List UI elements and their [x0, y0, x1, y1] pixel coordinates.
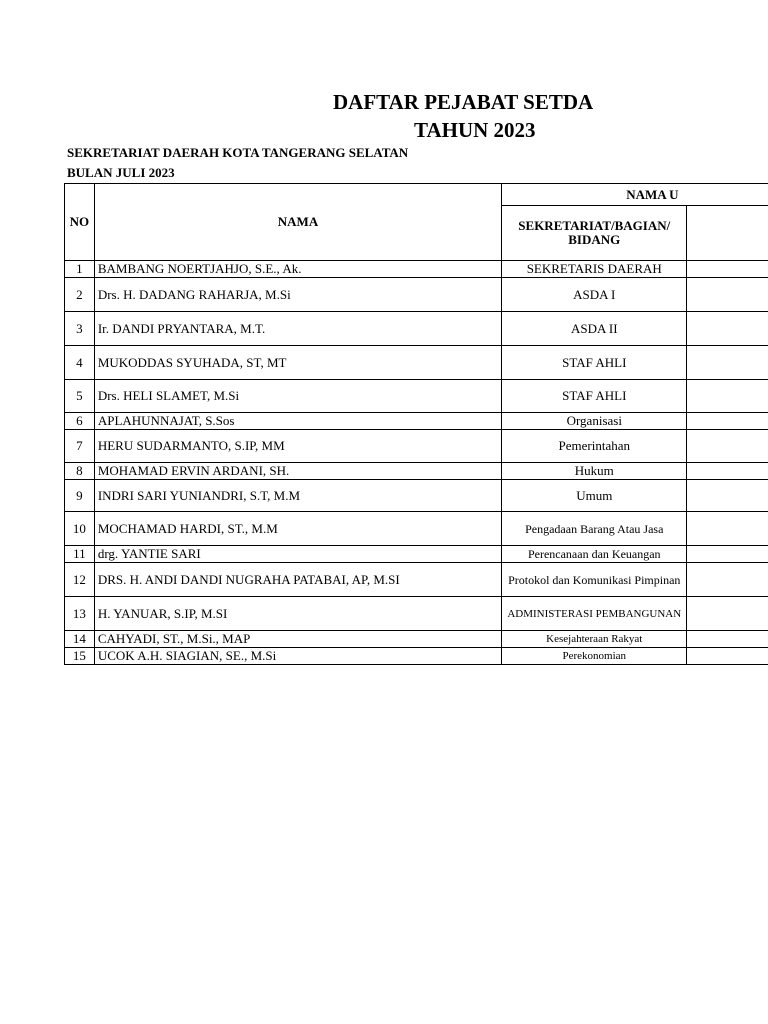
row-unit: Umum: [502, 480, 687, 512]
header-unit: SEKRETARIAT/BAGIAN/ BIDANG: [502, 206, 687, 261]
document-title: DAFTAR PEJABAT SETDA: [333, 90, 594, 114]
table-row: [65, 463, 768, 480]
row-extra: [687, 631, 768, 648]
row-unit: Perencanaan dan Keuangan: [502, 546, 687, 563]
table-row: [65, 346, 768, 380]
row-unit: Protokol dan Komunikasi Pimpinan: [502, 563, 687, 597]
row-extra: [687, 278, 768, 312]
table-row: [65, 546, 768, 563]
row-nama: CAHYADI, ST., M.Si., MAP: [94, 631, 501, 648]
row-unit: ADMINISTERASI PEMBANGUNAN: [502, 597, 687, 631]
row-extra: [687, 597, 768, 631]
row-no: 8: [65, 463, 95, 480]
header-unit-extra: [687, 206, 768, 261]
row-nama: drg. YANTIE SARI: [94, 546, 501, 563]
table-row: [65, 261, 768, 278]
table-row: [65, 278, 768, 312]
row-nama: H. YANUAR, S.IP, M.SI: [94, 597, 501, 631]
row-extra: [687, 463, 768, 480]
row-no: 13: [65, 597, 95, 631]
officials-table: [64, 183, 768, 665]
row-nama: HERU SUDARMANTO, S.IP, MM: [94, 430, 501, 463]
row-nama: Drs. HELI SLAMET, M.Si: [94, 380, 501, 413]
row-extra: [687, 648, 768, 665]
row-no: 7: [65, 430, 95, 463]
table-row: [65, 512, 768, 546]
row-no: 11: [65, 546, 95, 563]
row-no: 6: [65, 413, 95, 430]
row-nama: MUKODDAS SYUHADA, ST, MT: [94, 346, 501, 380]
header-no: NO: [65, 184, 95, 261]
row-nama: APLAHUNNAJAT, S.Sos: [94, 413, 501, 430]
row-nama: Ir. DANDI PRYANTARA, M.T.: [94, 312, 501, 346]
row-unit: Pemerintahan: [502, 430, 687, 463]
period-label: BULAN JULI 2023: [67, 165, 175, 180]
row-extra: [687, 563, 768, 597]
row-extra: [687, 312, 768, 346]
row-nama: Drs. H. DADANG RAHARJA, M.Si: [94, 278, 501, 312]
row-unit: ASDA I: [502, 278, 687, 312]
table-row: [65, 430, 768, 463]
row-nama: BAMBANG NOERTJAHJO, S.E., Ak.: [94, 261, 501, 278]
row-no: 2: [65, 278, 95, 312]
row-unit: Pengadaan Barang Atau Jasa: [502, 512, 687, 546]
row-no: 1: [65, 261, 95, 278]
table-row: [65, 648, 768, 665]
header-unit-group: NAMA U: [502, 184, 768, 206]
row-no: 4: [65, 346, 95, 380]
row-no: 5: [65, 380, 95, 413]
table-row: [65, 312, 768, 346]
row-nama: MOHAMAD ERVIN ARDANI, SH.: [94, 463, 501, 480]
table-row: [65, 563, 768, 597]
row-no: 15: [65, 648, 95, 665]
row-nama: INDRI SARI YUNIANDRI, S.T, M.M: [94, 480, 501, 512]
row-extra: [687, 512, 768, 546]
row-no: 12: [65, 563, 95, 597]
header-nama: NAMA: [94, 184, 501, 261]
table-body: [65, 261, 768, 665]
document-year: TAHUN 2023: [414, 118, 536, 142]
row-extra: [687, 413, 768, 430]
row-nama: UCOK A.H. SIAGIAN, SE., M.Si: [94, 648, 501, 665]
table-row: [65, 631, 768, 648]
row-no: 10: [65, 512, 95, 546]
row-unit: STAF AHLI: [502, 346, 687, 380]
row-unit: ASDA II: [502, 312, 687, 346]
row-no: 14: [65, 631, 95, 648]
table-row: [65, 480, 768, 512]
table-viewport: [64, 183, 768, 683]
row-extra: [687, 546, 768, 563]
row-nama: MOCHAMAD HARDI, ST., M.M: [94, 512, 501, 546]
table-row: [65, 597, 768, 631]
row-unit: STAF AHLI: [502, 380, 687, 413]
row-extra: [687, 346, 768, 380]
table-row: [65, 380, 768, 413]
organization-label: SEKRETARIAT DAERAH KOTA TANGERANG SELATAN: [67, 145, 409, 160]
row-unit: Kesejahteraan Rakyat: [502, 631, 687, 648]
row-unit: Organisasi: [502, 413, 687, 430]
row-extra: [687, 261, 768, 278]
row-extra: [687, 480, 768, 512]
row-unit: Hukum: [502, 463, 687, 480]
table-row: [65, 413, 768, 430]
row-extra: [687, 380, 768, 413]
row-extra: [687, 430, 768, 463]
row-unit: SEKRETARIS DAERAH: [502, 261, 687, 278]
row-no: 9: [65, 480, 95, 512]
row-unit: Perekonomian: [502, 648, 687, 665]
row-no: 3: [65, 312, 95, 346]
row-nama: DRS. H. ANDI DANDI NUGRAHA PATABAI, AP, M.SI: [94, 563, 501, 597]
